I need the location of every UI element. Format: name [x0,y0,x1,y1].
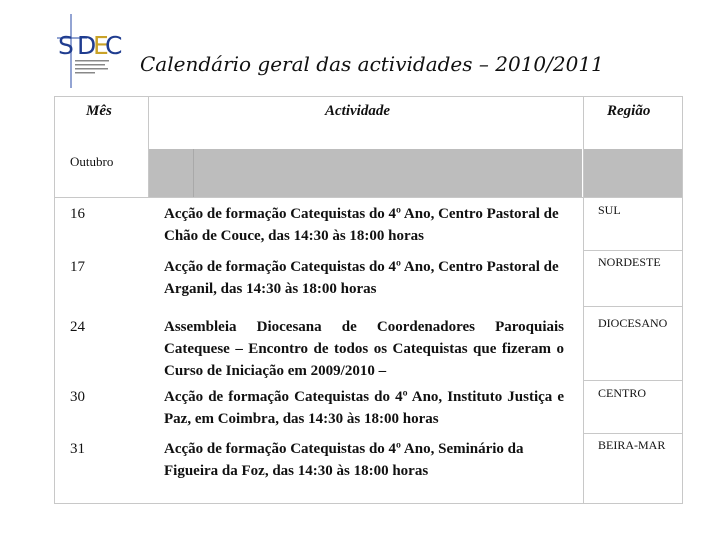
row-region: NORDESTE [598,255,661,269]
row-region: SUL [598,203,621,217]
row-day: 16 [70,206,85,222]
svg-text:C: C [105,31,123,60]
row-region: DIOCESANO [598,316,668,330]
divider [148,97,149,197]
row-day: 30 [70,389,85,405]
header-region: Região [607,103,651,119]
month-row-shade-activity [148,149,582,197]
divider [583,433,682,434]
month-label: Outubro [70,154,114,169]
svg-text:E: E [93,31,109,60]
divider [583,250,682,251]
row-activity: Assembleia Diocesana de Coordenadores Paroquiais Catequese – Encontro de todos os Catequistas que fizeram o Curso de Iniciação em 2009/2010 – [164,319,564,379]
divider [583,306,682,307]
header-activity: Actividade [325,103,390,119]
page-title: Calendário geral das actividades – 2010/2011 [140,52,604,76]
header-month: Mês [86,103,112,119]
divider [583,97,584,503]
row-day: 24 [70,319,85,335]
month-row-shade-region [583,149,682,197]
row-activity: Acção de formação Catequistas do 4º Ano, Centro Pastoral de Arganil, das 14:30 às 18:00 horas [164,259,559,297]
row-activity: Acção de formação Catequistas do 4º Ano, Instituto Justiça e Paz, em Coimbra, das 14:30 às 18:00 horas [164,389,564,427]
row-activity: Acção de formação Catequistas do 4º Ano, Seminário da Figueira da Foz, das 14:30 às 18:00 horas [164,441,524,479]
svg-text:S: S [58,31,74,60]
row-activity: Acção de formação Catequistas do 4º Ano, Centro Pastoral de Chão de Couce, das 14:30 às 18:00 horas [164,206,559,244]
row-region: CENTRO [598,386,646,400]
row-day: 17 [70,259,85,275]
divider [55,197,682,198]
sdec-logo [55,12,123,90]
row-day: 31 [70,441,85,457]
svg-text:D: D [77,31,97,60]
divider [583,380,682,381]
divider [193,149,194,197]
row-region: BEIRA-MAR [598,438,666,452]
